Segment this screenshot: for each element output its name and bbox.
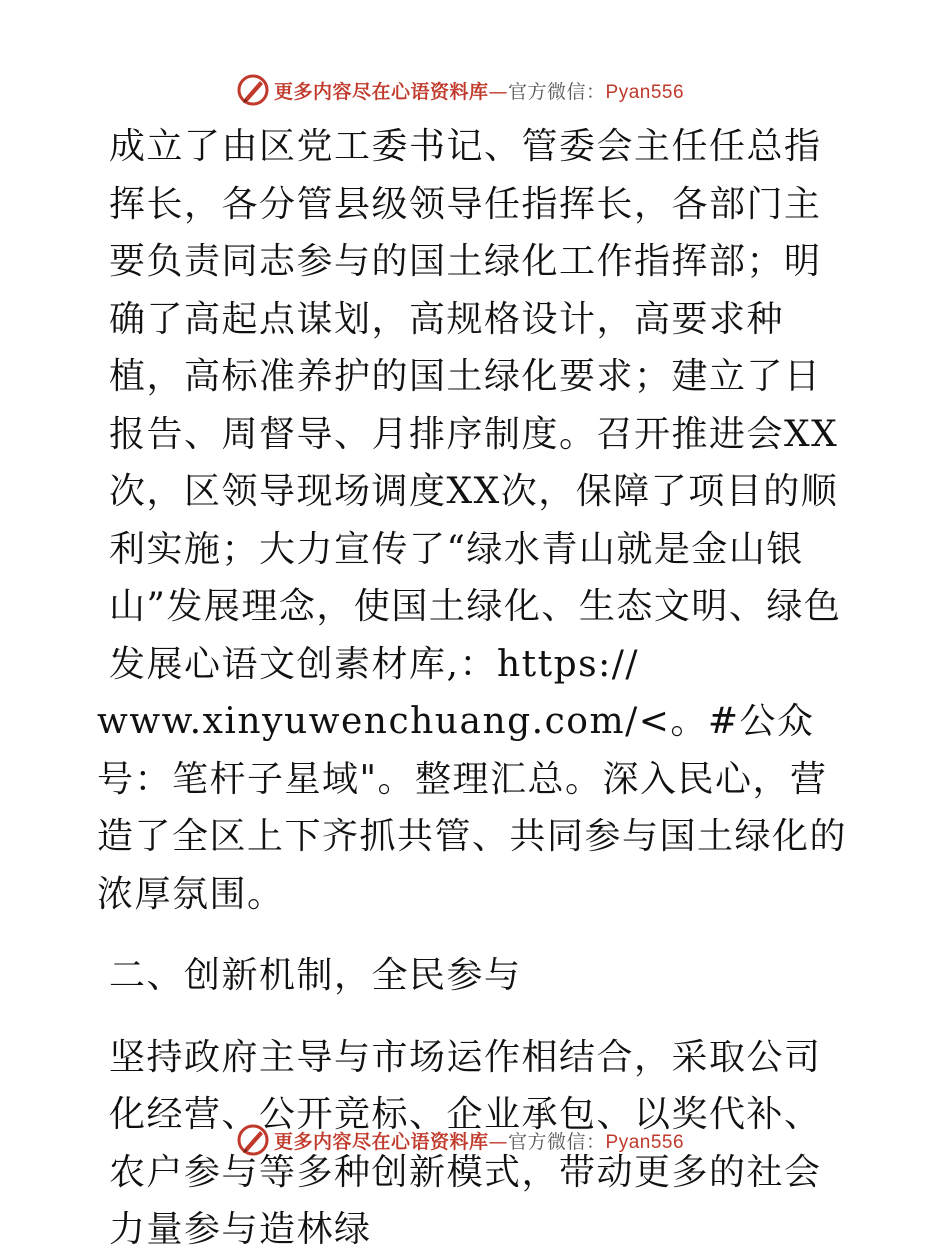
header-watermark <box>236 72 684 108</box>
paragraph-3: 坚持政府主导与市场运作相结合，采取公司化经营、公开竞标、企业承包、以奖代补、农户参与等多种创新模式，带动更多的社会力量参与造林绿 <box>109 1036 822 1250</box>
watermark-dash: — <box>488 1130 509 1153</box>
watermark-text <box>274 77 684 104</box>
pen-logo-icon <box>236 1123 270 1157</box>
document-body <box>97 118 857 1259</box>
paragraph-1: 成立了由区党工委书记、管委会主任任总指挥长，各分管县级领导任指挥长，各部门主要负责同志参与的国土绿化工作指挥部；明确了高起点谋划，高规格设计，高要求种植，高标准养护的国土绿化要求；建立了日报告、周督导、月排序制度。召开推进会XX次，区领导现场调度XX次，保障了项目的顺利实施；大力宣传了“绿水青山就是金山银山”发展理念，使国土绿化、生态文明、绿色发展心语文创素材库,：https:// <box>109 126 842 685</box>
watermark-text <box>274 1127 684 1154</box>
watermark-site: 更多内容尽在心语资料库 <box>274 1130 489 1153</box>
watermark-id: Pyan556 <box>605 81 685 103</box>
watermark-label: 官方微信： <box>508 1130 606 1153</box>
footer-watermark <box>236 1122 684 1158</box>
section-heading: 二、创新机制，全民参与 <box>109 955 522 996</box>
watermark-label: 官方微信： <box>508 80 606 103</box>
pen-logo-icon <box>236 73 270 107</box>
watermark-id: Pyan556 <box>605 1131 685 1153</box>
watermark-site: 更多内容尽在心语资料库 <box>274 80 489 103</box>
paragraph-2: www.xinyuwenchuang.com/<。#公众号：笔杆子星域"。整理汇总。深入民心，营造了全区上下齐抓共管、共同参与国土绿化的浓厚氛围。 <box>97 701 848 915</box>
watermark-dash: — <box>488 80 509 103</box>
